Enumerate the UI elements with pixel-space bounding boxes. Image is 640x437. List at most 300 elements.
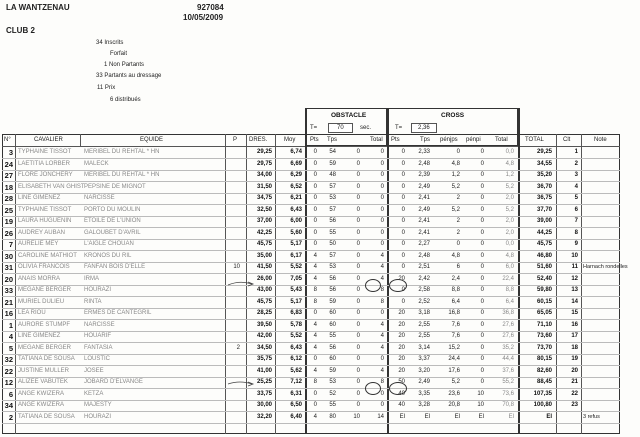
cross-pi-penalty: 0 bbox=[480, 344, 484, 351]
cross-pi-penalty: 0 bbox=[480, 229, 484, 236]
summary-label: Prix bbox=[104, 85, 116, 91]
obstacle-points: 4 bbox=[313, 333, 317, 339]
rider-name: MEGANE BERGER bbox=[18, 287, 72, 293]
cross-time: 2,41 bbox=[418, 218, 430, 224]
dressage-average: 6,43 bbox=[290, 344, 302, 351]
summary-label: Non Partants bbox=[109, 62, 145, 68]
row-number: 16 bbox=[4, 309, 13, 318]
obstacle-time-penalty: 0 bbox=[356, 356, 360, 362]
horse-name: ETOILE DE L'UNION bbox=[84, 218, 141, 224]
grand-total: 73,60 bbox=[536, 333, 552, 339]
dressage-score: 41,00 bbox=[256, 367, 272, 374]
cross-pi-penalty: 0 bbox=[480, 172, 484, 178]
obstacle-time: 56 bbox=[329, 218, 336, 224]
cross-total: 55,2 bbox=[502, 379, 514, 385]
cross-pi-penalty: 0 bbox=[480, 241, 484, 247]
rider-name: MURIEL DULIEU bbox=[18, 298, 65, 305]
cross-time: 2,33 bbox=[418, 149, 430, 155]
horse-name: RINTA bbox=[84, 298, 102, 305]
cross-pi-penalty: 0 bbox=[480, 356, 484, 362]
dressage-score: 32,50 bbox=[256, 206, 272, 213]
obstacle-points: 0 bbox=[313, 218, 317, 224]
horse-name: NARCISSE bbox=[84, 195, 115, 201]
row-number: 34 bbox=[4, 401, 13, 410]
cross-total: 35,2 bbox=[502, 344, 514, 351]
grand-total: 88,45 bbox=[536, 379, 552, 385]
dressage-average: 6,00 bbox=[290, 218, 302, 224]
dressage-average: 5,78 bbox=[290, 321, 302, 328]
obstacle-time-penalty: 0 bbox=[356, 275, 360, 282]
obstacle-time-penalty: 0 bbox=[356, 264, 360, 270]
cross-pi-penalty: 0 bbox=[480, 160, 484, 167]
cross-total: 27,6 bbox=[502, 333, 514, 339]
obstacle-time-penalty: 0 bbox=[356, 149, 360, 155]
rider-name: LEA RIOU bbox=[18, 310, 46, 316]
cross-jump-penalty: 20,8 bbox=[448, 402, 460, 408]
obstacle-points: 0 bbox=[313, 160, 317, 167]
cross-pi-penalty: 0 bbox=[480, 252, 484, 259]
obstacle-total: 4 bbox=[380, 252, 384, 259]
dressage-score: 33,75 bbox=[256, 390, 272, 397]
dressage-average: 6,17 bbox=[290, 252, 302, 259]
obstacle-time-penalty: 0 bbox=[356, 367, 360, 374]
grand-total: 100,80 bbox=[533, 402, 552, 408]
dressage-average: 6,40 bbox=[290, 413, 302, 420]
dressage-average: 7,12 bbox=[290, 379, 302, 385]
row-number: 19 bbox=[4, 217, 13, 226]
obstacle-points: 0 bbox=[313, 229, 317, 236]
obstacle-points: 4 bbox=[313, 344, 317, 351]
rider-name: LAETITIA LORBER bbox=[18, 160, 71, 167]
cross-time: 3,28 bbox=[418, 402, 430, 408]
obstacle-time: 57 bbox=[329, 206, 336, 213]
ranking: 20 bbox=[571, 367, 578, 374]
cross-pi-penalty: 0 bbox=[480, 321, 484, 328]
ranking: 3 bbox=[574, 172, 578, 178]
cross-jump-penalty: 17,6 bbox=[448, 367, 460, 374]
dressage-average: 6,12 bbox=[290, 356, 302, 362]
cross-points: 20 bbox=[398, 333, 405, 339]
cross-points: 40 bbox=[398, 390, 405, 397]
col-header-penpi: pénpi bbox=[466, 137, 481, 143]
obstacle-points: 0 bbox=[313, 356, 317, 362]
row-number: 6 bbox=[8, 389, 13, 399]
grand-total: 36,75 bbox=[536, 195, 552, 201]
obstacle-total: 0 bbox=[380, 183, 384, 190]
horse-name: KETZA bbox=[84, 390, 104, 397]
cross-points: 40 bbox=[398, 402, 405, 408]
cross-points: 0 bbox=[401, 252, 405, 259]
cross-jump-penalty: 6,4 bbox=[451, 298, 460, 305]
cross-time: 2,39 bbox=[418, 172, 430, 178]
obstacle-time-label: T= bbox=[310, 125, 318, 131]
obstacle-time-penalty: 0 bbox=[356, 310, 360, 316]
cross-total: El bbox=[508, 413, 514, 420]
cross-pi-penalty: 0 bbox=[480, 264, 484, 270]
obstacle-total: 8 bbox=[380, 287, 384, 293]
dressage-score: 28,25 bbox=[256, 310, 272, 316]
rider-name: MEGANE BERGER bbox=[18, 344, 72, 351]
col-header-clt: Clt bbox=[563, 137, 571, 143]
cross-pi-penalty: 0 bbox=[480, 298, 484, 305]
club-name: LA WANTZENAU bbox=[6, 3, 70, 12]
horse-name: JOBARD D'ELVANGE bbox=[84, 379, 143, 385]
obstacle-points: 0 bbox=[313, 402, 317, 408]
penalty: 2 bbox=[236, 344, 240, 351]
cross-pi-penalty: 0 bbox=[480, 218, 484, 224]
dressage-average: 6,52 bbox=[290, 183, 302, 190]
row-number: 1 bbox=[8, 320, 13, 330]
dressage-score: 45,75 bbox=[256, 298, 272, 305]
cross-points: 20 bbox=[398, 367, 405, 374]
cross-time: 2,27 bbox=[418, 241, 430, 247]
obstacle-points: 4 bbox=[313, 275, 317, 282]
rider-name: TYPHAINE TISSOT bbox=[18, 149, 72, 155]
obstacle-time: 55 bbox=[329, 402, 336, 408]
rider-name: TYPHAINE TISSOT bbox=[18, 206, 72, 213]
horse-name: LOUSTIC bbox=[84, 356, 111, 362]
cross-jump-penalty: 5,2 bbox=[451, 206, 460, 213]
obstacle-points: 4 bbox=[313, 367, 317, 374]
cross-time-value: 2,36 bbox=[411, 123, 437, 133]
summary-count: 33 bbox=[96, 73, 103, 79]
cross-points: 50 bbox=[398, 379, 405, 385]
ranking: 4 bbox=[574, 183, 578, 190]
row-number: 22 bbox=[4, 366, 13, 376]
obstacle-time-penalty: 0 bbox=[356, 402, 360, 408]
dressage-average: 6,74 bbox=[290, 149, 302, 155]
obstacle-time-penalty: 0 bbox=[356, 344, 360, 351]
obstacle-time-penalty: 0 bbox=[356, 195, 360, 201]
obstacle-time: 54 bbox=[329, 149, 336, 155]
obstacle-time-penalty: 0 bbox=[356, 298, 360, 305]
note: Harnach rondelles bbox=[583, 264, 628, 270]
cross-jump-penalty: 2 bbox=[456, 218, 460, 224]
obstacle-points: 0 bbox=[313, 172, 317, 178]
grand-total: 65,05 bbox=[536, 310, 552, 316]
col-header-obstacle-total: Total bbox=[370, 137, 383, 143]
summary-count: 11 bbox=[97, 85, 104, 91]
horse-name: ERMES DE CANTEGRIL bbox=[84, 310, 152, 316]
cross-points: 20 bbox=[398, 321, 405, 328]
obstacle-time: 57 bbox=[329, 183, 336, 190]
summary-label: Inscrits bbox=[104, 40, 124, 46]
obstacle-time: 53 bbox=[329, 264, 336, 270]
ranking: 7 bbox=[574, 218, 578, 224]
obstacle-total: 0 bbox=[380, 149, 384, 155]
cross-pi-penalty: 0 bbox=[480, 333, 484, 339]
cross-jump-penalty: 23,6 bbox=[448, 390, 460, 397]
obstacle-time: 56 bbox=[329, 287, 336, 293]
dressage-score: 25,25 bbox=[256, 379, 272, 385]
ranking: 18 bbox=[571, 344, 578, 351]
row-number: 21 bbox=[4, 297, 13, 307]
cross-total: 6,0 bbox=[505, 264, 514, 270]
dressage-average: 6,50 bbox=[290, 402, 302, 408]
cross-time: 2,49 bbox=[418, 206, 430, 213]
obstacle-title: OBSTACLE bbox=[331, 112, 367, 119]
dressage-score: 26,00 bbox=[256, 275, 272, 282]
dressage-average: 5,17 bbox=[290, 241, 302, 247]
cross-jump-penalty: 7,6 bbox=[451, 333, 460, 339]
class-name: CLUB 2 bbox=[6, 26, 35, 35]
rider-name: ELISABETH VAN GHIST bbox=[18, 183, 85, 190]
ranking: 19 bbox=[571, 356, 578, 362]
grand-total: 52,40 bbox=[536, 275, 552, 282]
obstacle-time: 60 bbox=[329, 310, 336, 316]
cross-total: 4,8 bbox=[505, 160, 514, 167]
dressage-average: 7,05 bbox=[290, 275, 302, 282]
obstacle-total: 0 bbox=[380, 390, 384, 397]
cross-jump-penalty: 15,2 bbox=[448, 344, 460, 351]
col-header-penjps: pénjps bbox=[440, 137, 458, 143]
col-header-cross-pts: Pts bbox=[391, 137, 400, 143]
cross-total: 2,0 bbox=[505, 195, 514, 201]
grand-total: 39,00 bbox=[536, 218, 552, 224]
ranking: 6 bbox=[574, 206, 578, 213]
cross-jump-penalty: 5,2 bbox=[451, 379, 460, 385]
rider-name: ANAIS MORRA bbox=[18, 275, 61, 282]
cross-points: 20 bbox=[398, 310, 405, 316]
obstacle-time: 48 bbox=[329, 172, 336, 178]
cross-jump-penalty: 5,2 bbox=[451, 183, 460, 190]
row-number: 4 bbox=[8, 332, 13, 341]
obstacle-time: 59 bbox=[329, 298, 336, 305]
obstacle-points: 8 bbox=[313, 298, 317, 305]
obstacle-total: 4 bbox=[380, 321, 384, 328]
horse-name: MERIBEL DU REHTAL * HN bbox=[84, 149, 160, 155]
summary-label: 6 distribués bbox=[110, 97, 141, 103]
row-number: 2 bbox=[8, 412, 13, 422]
cross-total: 22,4 bbox=[502, 275, 514, 282]
obstacle-total: 0 bbox=[380, 206, 384, 213]
cross-pi-penalty: 0 bbox=[480, 287, 484, 293]
rider-name: TATIANA DE SOUSA bbox=[18, 356, 75, 362]
obstacle-points: 0 bbox=[313, 195, 317, 201]
cross-time: 2,52 bbox=[418, 298, 430, 305]
obstacle-total: 0 bbox=[380, 218, 384, 224]
cross-jump-penalty: 2 bbox=[456, 195, 460, 201]
obstacle-time-penalty: 0 bbox=[356, 321, 360, 328]
dressage-score: 39,50 bbox=[256, 321, 272, 328]
obstacle-time: 55 bbox=[329, 229, 336, 236]
cross-time: 2,49 bbox=[418, 379, 430, 385]
ranking: 23 bbox=[571, 402, 578, 408]
dressage-average: 6,43 bbox=[290, 206, 302, 213]
cross-total: 1,2 bbox=[505, 172, 514, 178]
dressage-average: 5,52 bbox=[290, 333, 302, 339]
ranking: 15 bbox=[571, 310, 578, 316]
annotation-circle bbox=[389, 279, 407, 292]
cross-points: 0 bbox=[401, 160, 405, 167]
rider-name: AUDREY AUBAN bbox=[18, 229, 65, 236]
cross-jump-penalty: 7,6 bbox=[451, 321, 460, 328]
obstacle-points: 4 bbox=[313, 413, 317, 420]
obstacle-points: 0 bbox=[313, 206, 317, 213]
obstacle-total: 0 bbox=[380, 160, 384, 167]
cross-jump-penalty: 16,8 bbox=[448, 310, 460, 316]
horse-name: PEPSINE DE MIGNOT bbox=[84, 183, 146, 190]
horse-name: JOSEE bbox=[84, 367, 104, 374]
obstacle-time-penalty: 0 bbox=[356, 390, 360, 397]
col-header-moy: Moy bbox=[284, 137, 296, 143]
rider-name: AURELIE MEY bbox=[18, 241, 59, 247]
cross-time: 2,55 bbox=[418, 333, 430, 339]
obstacle-points: 4 bbox=[313, 264, 317, 270]
ranking: 8 bbox=[574, 229, 578, 236]
obstacle-time-penalty: 0 bbox=[356, 218, 360, 224]
obstacle-time: 55 bbox=[329, 333, 336, 339]
rider-name: TATIANA DE SOUSA bbox=[18, 413, 75, 420]
dressage-score: 34,00 bbox=[256, 172, 272, 178]
horse-name: KRONOS DU RIL bbox=[84, 252, 132, 259]
col-header-obstacle-tps: Tps bbox=[327, 137, 338, 143]
cross-pi-penalty: 0 bbox=[480, 367, 484, 374]
cross-jump-penalty: 8,8 bbox=[451, 287, 460, 293]
cross-points: 20 bbox=[398, 356, 405, 362]
cross-pi-penalty: El bbox=[478, 413, 484, 420]
cross-points: 20 bbox=[398, 344, 405, 351]
obstacle-points: 0 bbox=[313, 310, 317, 316]
obstacle-total: 8 bbox=[380, 379, 384, 385]
cross-total: 37,6 bbox=[502, 367, 514, 374]
cross-time: 2,48 bbox=[418, 252, 430, 259]
dressage-average: 6,69 bbox=[290, 160, 302, 167]
horse-name: GALOUBET D'AVRIL bbox=[84, 229, 141, 236]
dressage-average: 5,17 bbox=[290, 298, 302, 305]
obstacle-time: 50 bbox=[329, 241, 336, 247]
cross-points: El bbox=[399, 413, 405, 420]
competition-id: 927084 bbox=[197, 3, 224, 12]
dressage-average: 5,62 bbox=[290, 367, 302, 374]
grand-total: 82,60 bbox=[536, 367, 552, 374]
cross-total: 0,0 bbox=[505, 149, 514, 155]
rider-name: OLIVIA FRANCOIS bbox=[18, 264, 70, 270]
row-number: 18 bbox=[4, 182, 13, 192]
cross-points: 0 bbox=[401, 172, 405, 178]
cross-points: 0 bbox=[401, 218, 405, 224]
cross-pi-penalty: 0 bbox=[480, 310, 484, 316]
grand-total: 80,15 bbox=[536, 356, 552, 362]
obstacle-time: 57 bbox=[329, 252, 336, 259]
cross-time: 3,20 bbox=[418, 367, 430, 374]
horse-name: HOURAZI bbox=[84, 287, 111, 293]
rider-name: ANGE KWIZERA bbox=[18, 390, 65, 397]
cross-time: 2,49 bbox=[418, 183, 430, 190]
cross-jump-penalty: 4,8 bbox=[451, 252, 460, 259]
dressage-score: 42,00 bbox=[256, 333, 272, 339]
obstacle-time-penalty: 0 bbox=[356, 252, 360, 259]
dressage-average: 6,21 bbox=[290, 195, 302, 201]
col-header-obstacle-pts: Pts bbox=[310, 137, 319, 143]
ranking: 16 bbox=[571, 321, 578, 328]
horse-name: PORTO DU MOULIN bbox=[84, 206, 141, 213]
dressage-score: 42,25 bbox=[256, 229, 272, 236]
obstacle-total: 0 bbox=[380, 241, 384, 247]
cross-total: 27,6 bbox=[502, 321, 514, 328]
grand-total: 60,15 bbox=[536, 298, 552, 305]
cross-jump-penalty: 0 bbox=[456, 149, 460, 155]
annotation-circle bbox=[365, 382, 381, 395]
horse-name: FANFAN BOIS D'ELLE bbox=[84, 264, 146, 270]
cross-points: 0 bbox=[401, 195, 405, 201]
cross-pi-penalty: 0 bbox=[480, 183, 484, 190]
cross-time: 2,41 bbox=[418, 229, 430, 236]
obstacle-total: 4 bbox=[380, 275, 384, 282]
row-number: 28 bbox=[4, 194, 13, 203]
row-number: 26 bbox=[4, 228, 13, 238]
cross-jump-penalty: 1,2 bbox=[451, 172, 460, 178]
grand-total: 37,70 bbox=[536, 206, 552, 213]
ranking: 1 bbox=[574, 149, 578, 155]
row-number: 33 bbox=[4, 286, 13, 295]
obstacle-time: 60 bbox=[329, 356, 336, 362]
cross-jump-penalty: 24,4 bbox=[448, 356, 460, 362]
obstacle-total: 0 bbox=[380, 356, 384, 362]
obstacle-time-value: 70 bbox=[328, 123, 353, 133]
cross-points: 0 bbox=[401, 264, 405, 270]
grand-total: 44,25 bbox=[536, 229, 552, 236]
obstacle-time-penalty: 0 bbox=[356, 172, 360, 178]
cross-points: 0 bbox=[401, 298, 405, 305]
row-number: 31 bbox=[4, 263, 13, 272]
cross-total: 0,0 bbox=[505, 241, 514, 247]
cross-pi-penalty: 0 bbox=[480, 149, 484, 155]
horse-name: HOURAZI bbox=[84, 413, 111, 420]
row-number: 24 bbox=[4, 159, 13, 169]
cross-total: 44,4 bbox=[502, 356, 514, 362]
cross-points: 20 bbox=[398, 275, 405, 282]
obstacle-points: 8 bbox=[313, 287, 317, 293]
cross-time-label: T= bbox=[395, 125, 403, 131]
note: 3 refus bbox=[583, 413, 600, 420]
summary-count: 1 bbox=[104, 62, 108, 68]
col-header-cavalier: CAVALIER bbox=[34, 137, 63, 143]
obstacle-total: 0 bbox=[380, 310, 384, 316]
dressage-score: 43,00 bbox=[256, 287, 272, 293]
obstacle-time: 52 bbox=[329, 390, 336, 397]
col-header-no: N° bbox=[4, 137, 11, 143]
dressage-score: 41,50 bbox=[256, 264, 272, 270]
dressage-score: 34,50 bbox=[256, 344, 272, 351]
row-number: 5 bbox=[8, 343, 13, 353]
cross-jump-penalty: 6 bbox=[456, 264, 460, 270]
grand-total: 35,20 bbox=[536, 172, 552, 178]
cross-jump-penalty: 2,4 bbox=[451, 275, 460, 282]
cross-pi-penalty: 10 bbox=[477, 390, 484, 397]
horse-name: FANTASIA bbox=[84, 344, 113, 351]
grand-total: 46,80 bbox=[536, 252, 552, 259]
cross-time: 3,37 bbox=[418, 356, 430, 362]
cross-time: 3,18 bbox=[418, 310, 430, 316]
ranking: 22 bbox=[571, 390, 578, 397]
cross-total: 5,2 bbox=[505, 206, 514, 213]
grand-total: El bbox=[546, 413, 552, 420]
cross-pi-penalty: 0 bbox=[480, 206, 484, 213]
obstacle-time: 80 bbox=[329, 413, 336, 420]
obstacle-time-penalty: 0 bbox=[356, 183, 360, 190]
cross-time: 2,48 bbox=[418, 160, 430, 167]
obstacle-time-penalty: 0 bbox=[356, 379, 360, 385]
dressage-score: 35,75 bbox=[256, 356, 272, 362]
obstacle-time: 56 bbox=[329, 344, 336, 351]
obstacle-time: 53 bbox=[329, 195, 336, 201]
cross-points: 0 bbox=[401, 206, 405, 213]
obstacle-points: 0 bbox=[313, 183, 317, 190]
cross-pi-penalty: 0 bbox=[480, 195, 484, 201]
ranking: 2 bbox=[574, 160, 578, 167]
competition-date: 10/05/2009 bbox=[183, 13, 224, 22]
